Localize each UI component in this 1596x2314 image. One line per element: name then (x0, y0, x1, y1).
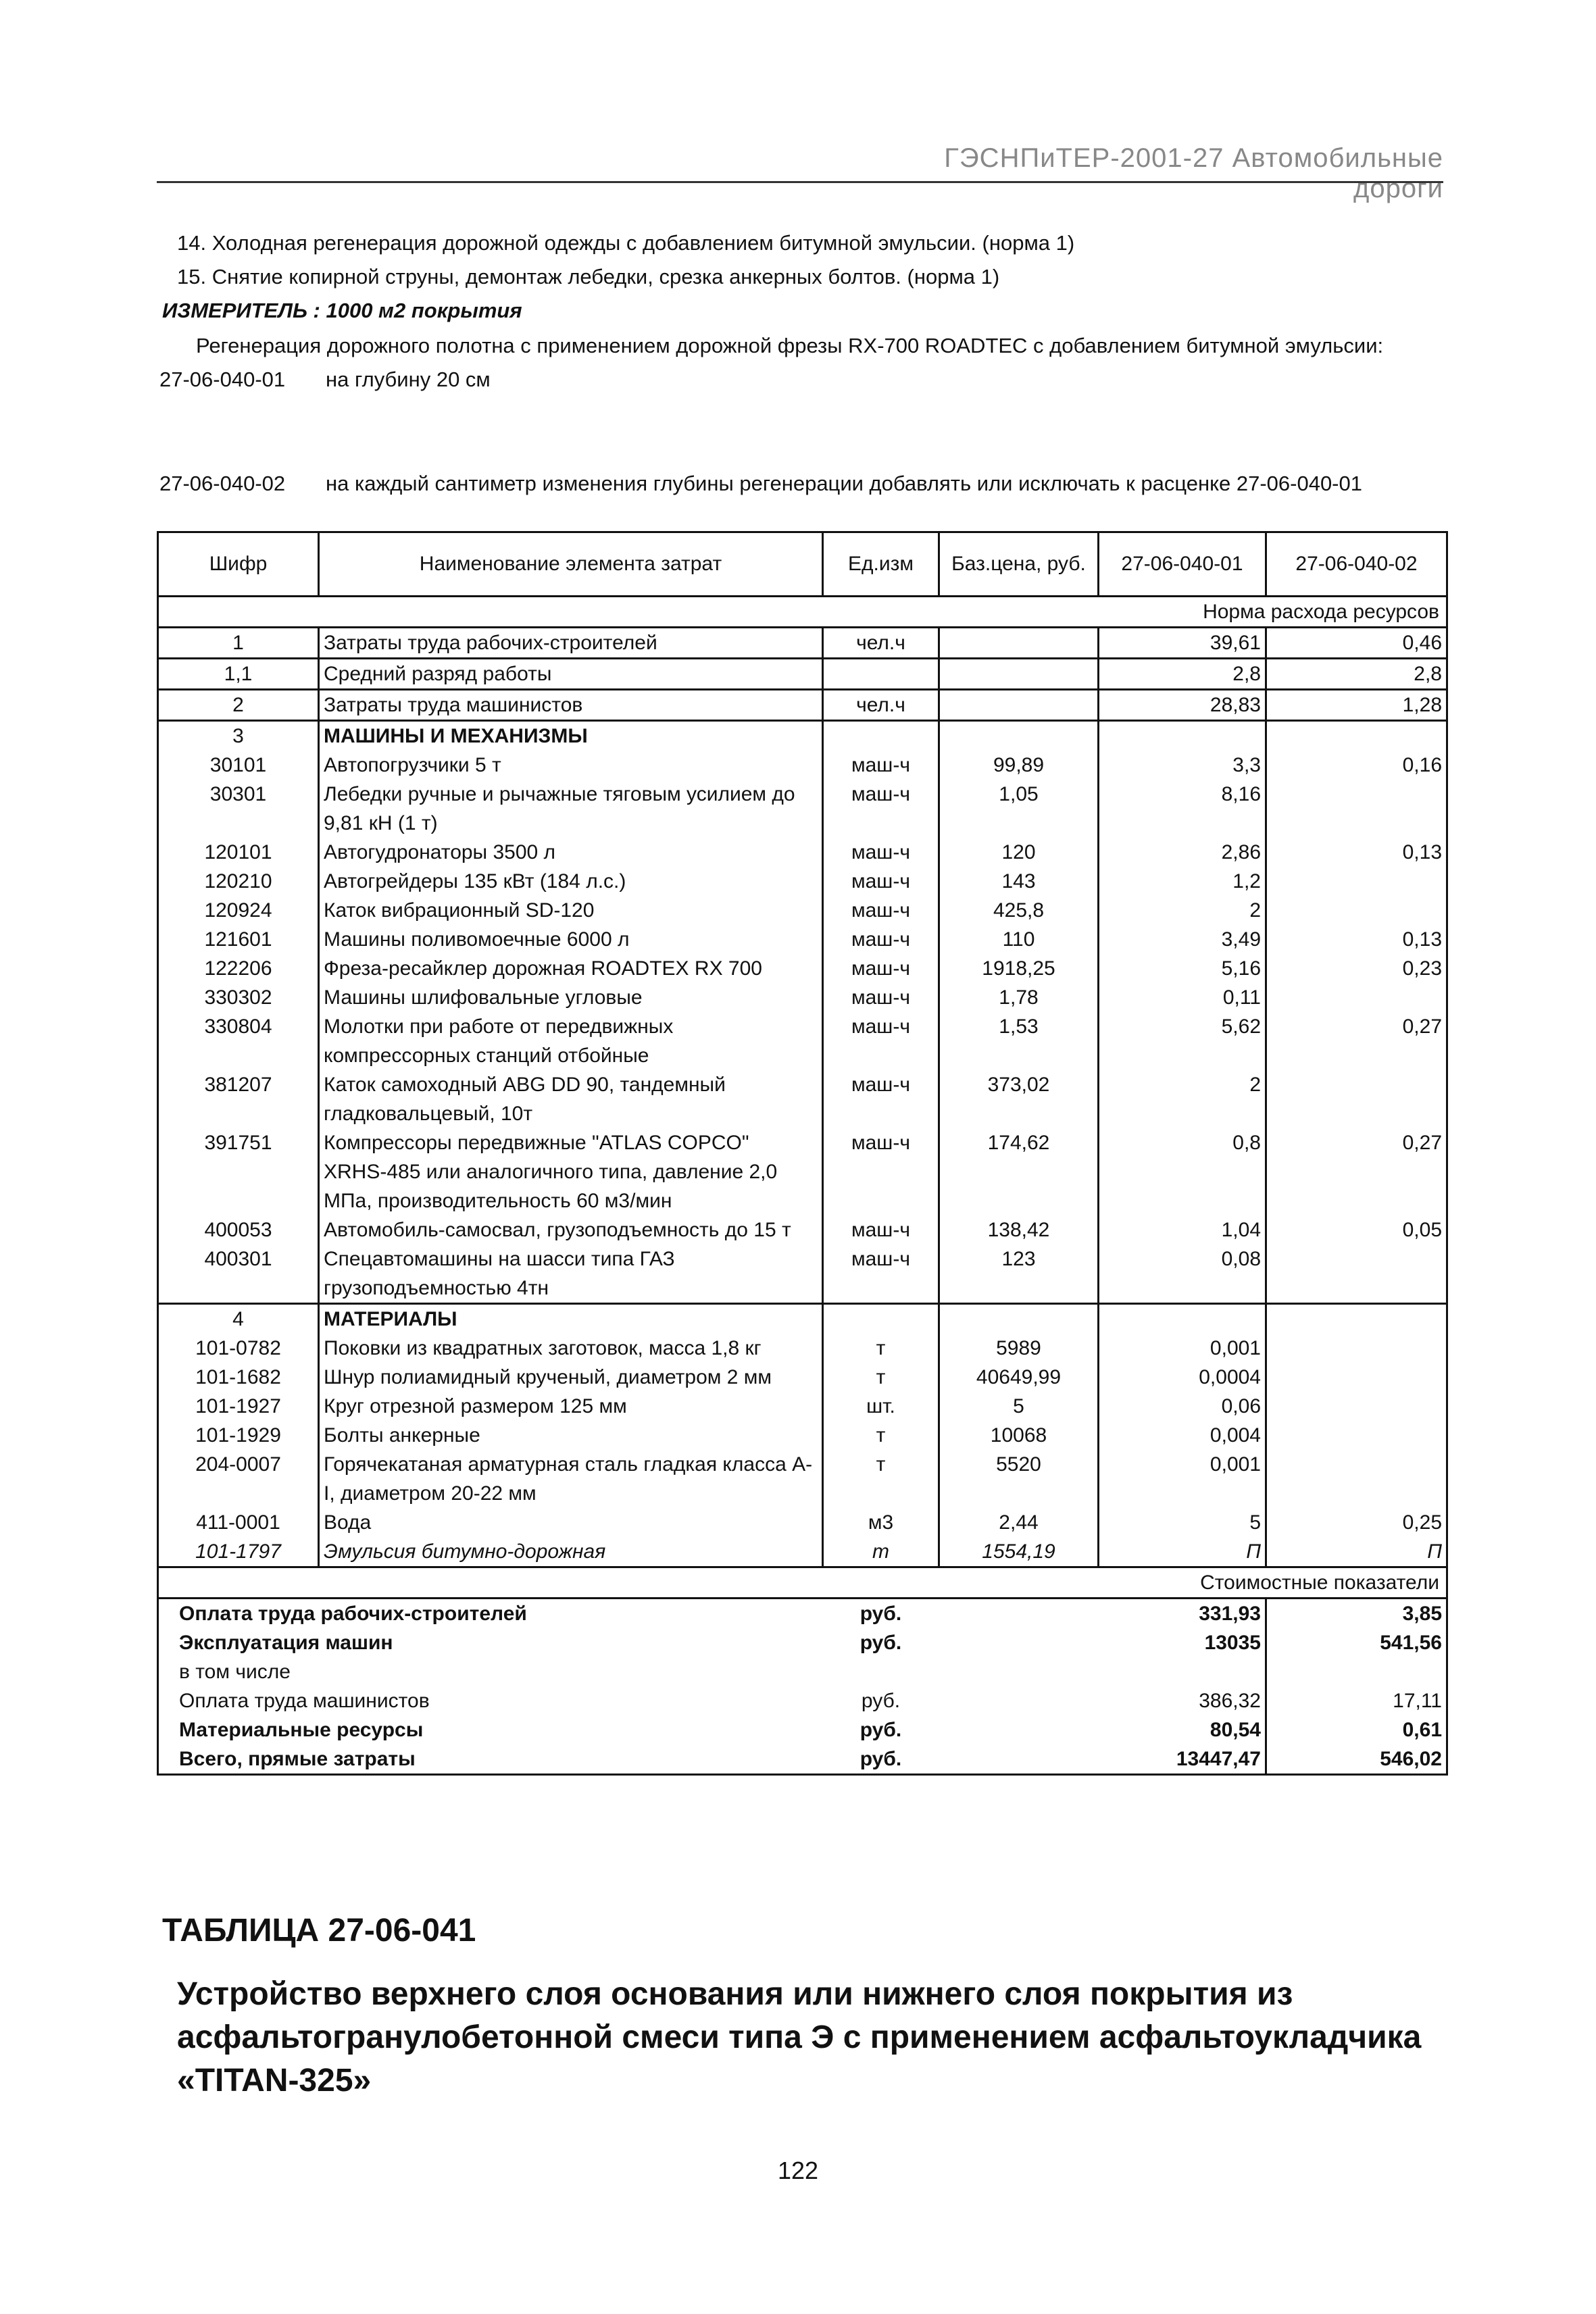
row-price: 1554,19 (939, 1537, 1099, 1567)
row-name: Каток самоходный ABG DD 90, тандемный гладковальцевый, 10т (319, 1070, 823, 1128)
table-row (158, 659, 1447, 690)
row-value-02 (1266, 896, 1447, 925)
total-spacer (939, 1599, 1099, 1629)
table-row (158, 1392, 1447, 1421)
total-spacer (939, 1744, 1099, 1775)
row-value-02: 0,23 (1266, 954, 1447, 983)
row-name: Компрессоры передвижные "ATLAS COPCO" XRHS-485 или аналогичного типа, давление 2,0 МПа, производительность 60 м3/мин (319, 1128, 823, 1215)
row-value-01: 0,11 (1099, 983, 1266, 1012)
row-value-02 (1266, 1450, 1447, 1508)
row-name: Каток вибрационный SD-120 (319, 896, 823, 925)
row-name: Автопогрузчики 5 т (319, 751, 823, 780)
row-value-02: 0,27 (1266, 1012, 1447, 1070)
row-value-01: 2 (1099, 1070, 1266, 1128)
page-number: 122 (777, 2157, 819, 2184)
row-unit: чел.ч (823, 690, 939, 721)
row-name: Фреза-ресайклер дорожная ROADTEX RX 700 (319, 954, 823, 983)
table-row (158, 925, 1447, 954)
row-name: МАТЕРИАЛЫ (319, 1304, 823, 1334)
row-code: 101-1682 (158, 1363, 319, 1392)
row-code: 120101 (158, 838, 319, 867)
next-table-title: ТАБЛИЦА 27-06-041 (162, 1913, 476, 1948)
cost-section-label: Стоимостные показатели (158, 1567, 1447, 1599)
code-02-desc: на каждый сантиметр изменения глубины регенерации добавлять или исключать к расценке 27-06-040-01 (326, 472, 1362, 495)
table-row (158, 867, 1447, 896)
row-code: 411-0001 (158, 1508, 319, 1537)
row-price: 5520 (939, 1450, 1099, 1508)
row-value-02: 0,25 (1266, 1508, 1447, 1537)
row-value-01: 5 (1099, 1508, 1266, 1537)
row-unit: т (823, 1334, 939, 1363)
row-code: 2 (158, 690, 319, 721)
row-code: 1,1 (158, 659, 319, 690)
row-value-02: 0,16 (1266, 751, 1447, 780)
row-unit: маш-ч (823, 1012, 939, 1070)
row-name: Затраты труда машинистов (319, 690, 823, 721)
row-code: 400301 (158, 1244, 319, 1304)
row-code: 4 (158, 1304, 319, 1334)
row-unit: маш-ч (823, 983, 939, 1012)
total-unit: руб. (859, 1632, 902, 1654)
row-unit: маш-ч (823, 925, 939, 954)
row-price: 138,42 (939, 1215, 1099, 1244)
row-unit: т (823, 1450, 939, 1508)
total-spacer (939, 1686, 1099, 1715)
total-row (158, 1715, 1447, 1744)
norm-section-row (158, 597, 1447, 628)
total-value-01: 331,93 (1099, 1599, 1266, 1629)
row-value-01: 5,62 (1099, 1012, 1266, 1070)
row-price: 5989 (939, 1334, 1099, 1363)
row-name: Круг отрезной размером 125 мм (319, 1392, 823, 1421)
row-price: 10068 (939, 1421, 1099, 1450)
row-price (939, 1304, 1099, 1334)
row-value-02: 2,8 (1266, 659, 1447, 690)
row-code: 121601 (158, 925, 319, 954)
row-name: Эмульсия битумно-дорожная (319, 1537, 823, 1567)
table-row (158, 954, 1447, 983)
row-price: 143 (939, 867, 1099, 896)
total-row (158, 1686, 1447, 1715)
code-01-desc: на глубину 20 см (326, 368, 491, 391)
row-unit: маш-ч (823, 1128, 939, 1215)
row-name: Автомобиль-самосвал, грузоподъемность до 15 т (319, 1215, 823, 1244)
row-value-02: 0,46 (1266, 628, 1447, 659)
header-name: Наименование элемента затрат (319, 532, 823, 597)
total-unit (823, 1657, 939, 1686)
table-row (158, 721, 1447, 751)
row-unit: маш-ч (823, 1070, 939, 1128)
row-value-01: 0,8 (1099, 1128, 1266, 1215)
row-value-01: 3,49 (1099, 925, 1266, 954)
row-unit: м3 (823, 1508, 939, 1537)
total-value-01: 80,54 (1099, 1715, 1266, 1744)
row-value-01: 5,16 (1099, 954, 1266, 983)
row-code: 120210 (158, 867, 319, 896)
row-name: Средний разряд работы (319, 659, 823, 690)
row-name: Машины поливомоечные 6000 л (319, 925, 823, 954)
row-value-01 (1099, 721, 1266, 751)
row-code: 400053 (158, 1215, 319, 1244)
table-row (158, 1450, 1447, 1508)
total-name: Эксплуатация машин (158, 1628, 823, 1657)
row-value-01: 0,06 (1099, 1392, 1266, 1421)
row-code: 101-1797 (158, 1537, 319, 1567)
code-02: 27-06-040-02 (159, 472, 286, 495)
total-unit: руб. (823, 1599, 939, 1629)
measure-unit: ИЗМЕРИТЕЛЬ : 1000 м2 покрытия (162, 299, 522, 322)
row-name: Болты анкерные (319, 1421, 823, 1450)
table-row (158, 1363, 1447, 1392)
row-price: 1,53 (939, 1012, 1099, 1070)
total-value-02 (1266, 1657, 1447, 1686)
row-name: Шнур полиамидный крученый, диаметром 2 мм (319, 1363, 823, 1392)
code-01: 27-06-040-01 (159, 368, 286, 391)
total-unit: руб. (861, 1690, 901, 1712)
row-code: 204-0007 (158, 1450, 319, 1508)
row-unit (823, 721, 939, 751)
row-price: 110 (939, 925, 1099, 954)
row-code: 120924 (158, 896, 319, 925)
row-value-01: 28,83 (1099, 690, 1266, 721)
row-name: Затраты труда рабочих-строителей (319, 628, 823, 659)
header-col-02: 27-06-040-02 (1266, 532, 1447, 597)
row-price (939, 659, 1099, 690)
total-row (158, 1657, 1447, 1686)
row-price: 1918,25 (939, 954, 1099, 983)
row-value-01: 2,8 (1099, 659, 1266, 690)
table-row (158, 896, 1447, 925)
table-row (158, 690, 1447, 721)
table-row (158, 1421, 1447, 1450)
row-value-01: 39,61 (1099, 628, 1266, 659)
row-value-01 (1099, 1304, 1266, 1334)
row-unit: маш-ч (823, 751, 939, 780)
row-code: 391751 (158, 1128, 319, 1215)
regen-caption: Регенерация дорожного полотна с применением дорожной фрезы RX-700 ROADTEC с добавлением битумной эмульсии: (196, 334, 1384, 357)
total-value-02: 541,56 (1266, 1628, 1447, 1657)
row-value-02 (1266, 721, 1447, 751)
row-name: Машины шлифовальные угловые (319, 983, 823, 1012)
total-value-02: 0,61 (1266, 1715, 1447, 1744)
row-name: Молотки при работе от передвижных компрессорных станций отбойные (319, 1012, 823, 1070)
row-name: Вода (319, 1508, 823, 1537)
row-price (939, 628, 1099, 659)
header-unit: Ед.изм (823, 532, 939, 597)
row-unit: маш-ч (823, 1244, 939, 1304)
row-value-01: 2,86 (1099, 838, 1266, 867)
item-15: 15. Снятие копирной струны, демонтаж лебедки, срезка анкерных болтов. (норма 1) (177, 265, 1000, 288)
row-price: 1,78 (939, 983, 1099, 1012)
row-value-02 (1266, 983, 1447, 1012)
row-value-01: 0,004 (1099, 1421, 1266, 1450)
row-value-01: 0,001 (1099, 1334, 1266, 1363)
row-price: 40649,99 (939, 1363, 1099, 1392)
row-value-02 (1266, 780, 1447, 838)
table-header-row (158, 532, 1447, 597)
table-row (158, 1508, 1447, 1537)
total-spacer (939, 1657, 1099, 1686)
row-code: 30301 (158, 780, 319, 838)
row-value-01: 0,001 (1099, 1450, 1266, 1508)
table-row (158, 628, 1447, 659)
row-unit: шт. (823, 1392, 939, 1421)
total-value-02: 3,85 (1266, 1599, 1447, 1629)
header-col-01: 27-06-040-01 (1099, 532, 1266, 597)
row-name: Автогудронаторы 3500 л (319, 838, 823, 867)
row-price: 123 (939, 1244, 1099, 1304)
total-row (158, 1599, 1447, 1629)
row-value-02 (1266, 1392, 1447, 1421)
row-unit: маш-ч (823, 838, 939, 867)
row-price: 2,44 (939, 1508, 1099, 1537)
total-row (158, 1744, 1447, 1775)
total-name: Материальные ресурсы (158, 1715, 823, 1744)
header-code: Шифр (158, 532, 319, 597)
row-value-01: 0,08 (1099, 1244, 1266, 1304)
total-value-02: 17,11 (1266, 1686, 1447, 1715)
row-value-02: П (1266, 1537, 1447, 1567)
total-spacer (939, 1628, 1099, 1657)
row-price: 120 (939, 838, 1099, 867)
row-value-02 (1266, 1244, 1447, 1304)
row-value-02 (1266, 1334, 1447, 1363)
row-price: 99,89 (939, 751, 1099, 780)
row-value-02 (1266, 1363, 1447, 1392)
table-row (158, 983, 1447, 1012)
running-header: ГЭСНПиТЕР-2001-27 Автомобильные дороги (944, 143, 1443, 203)
row-unit: маш-ч (823, 1215, 939, 1244)
row-code: 122206 (158, 954, 319, 983)
row-value-02 (1266, 1421, 1447, 1450)
table-row (158, 1012, 1447, 1070)
row-code: 101-1929 (158, 1421, 319, 1450)
total-unit: руб. (823, 1744, 939, 1775)
total-name: Оплата труда рабочих-строителей (158, 1599, 823, 1629)
row-name: Лебедки ручные и рычажные тяговым усилием до 9,81 кН (1 т) (319, 780, 823, 838)
table-row (158, 1244, 1447, 1304)
header-rule (157, 181, 1443, 183)
row-value-02: 0,13 (1266, 925, 1447, 954)
item-14: 14. Холодная регенерация дорожной одежды с добавлением битумной эмульсии. (норма 1) (177, 231, 1075, 255)
row-unit: т (823, 1421, 939, 1450)
row-value-02: 0,05 (1266, 1215, 1447, 1244)
total-value-01: 386,32 (1099, 1686, 1266, 1715)
row-value-01: 3,3 (1099, 751, 1266, 780)
total-value-01 (1099, 1657, 1266, 1686)
row-value-01: 0,0004 (1099, 1363, 1266, 1392)
row-value-02 (1266, 867, 1447, 896)
row-value-02 (1266, 1070, 1447, 1128)
row-value-01: 8,16 (1099, 780, 1266, 838)
row-price (939, 721, 1099, 751)
row-unit: маш-ч (823, 780, 939, 838)
total-name: Оплата труда машинистов (158, 1686, 823, 1715)
total-name: Всего, прямые затраты (158, 1744, 823, 1775)
row-unit: маш-ч (823, 896, 939, 925)
total-spacer (939, 1715, 1099, 1744)
total-row (158, 1628, 1447, 1657)
row-value-01: П (1099, 1537, 1266, 1567)
header-price: Баз.цена, руб. (939, 532, 1099, 597)
total-value-01: 13035 (1099, 1628, 1266, 1657)
row-unit: т (823, 1363, 939, 1392)
row-price: 1,05 (939, 780, 1099, 838)
row-name: МАШИНЫ И МЕХАНИЗМЫ (319, 721, 823, 751)
row-unit (823, 659, 939, 690)
norms-table-body (158, 532, 1447, 1775)
row-unit: маш-ч (823, 954, 939, 983)
table-row (158, 751, 1447, 780)
row-code: 101-1927 (158, 1392, 319, 1421)
row-value-01: 2 (1099, 896, 1266, 925)
row-name: Автогрейдеры 135 кВт (184 л.с.) (319, 867, 823, 896)
row-value-02 (1266, 1304, 1447, 1334)
row-code: 330302 (158, 983, 319, 1012)
row-price (939, 690, 1099, 721)
row-value-02: 0,27 (1266, 1128, 1447, 1215)
table-row (158, 838, 1447, 867)
table-row (158, 1070, 1447, 1128)
table-row (158, 1215, 1447, 1244)
row-value-01: 1,2 (1099, 867, 1266, 896)
row-value-01: 1,04 (1099, 1215, 1266, 1244)
next-table-subtitle: Устройство верхнего слоя основания или нижнего слоя покрытия из асфальтогранулобетонной смеси типа Э с применением асфальтоукладчика «TITAN-325» (177, 1976, 1422, 2098)
row-name: Горячекатаная арматурная сталь гладкая класса А-I, диаметром 20-22 мм (319, 1450, 823, 1508)
row-value-02: 0,13 (1266, 838, 1447, 867)
row-unit: чел.ч (823, 628, 939, 659)
row-code: 381207 (158, 1070, 319, 1128)
row-code: 101-0782 (158, 1334, 319, 1363)
row-unit: маш-ч (823, 867, 939, 896)
table-row (158, 1128, 1447, 1215)
row-price: 373,02 (939, 1070, 1099, 1128)
row-unit (823, 1304, 939, 1334)
row-name: Спецавтомашины на шасси типа ГАЗ грузоподъемностью 4тн (319, 1244, 823, 1304)
row-code: 1 (158, 628, 319, 659)
row-unit: т (823, 1537, 939, 1567)
row-value-02: 1,28 (1266, 690, 1447, 721)
table-row (158, 780, 1447, 838)
row-code: 330804 (158, 1012, 319, 1070)
total-name: в том числе (158, 1657, 823, 1686)
row-code: 3 (158, 721, 319, 751)
table-row (158, 1334, 1447, 1363)
row-price: 5 (939, 1392, 1099, 1421)
norms-table (157, 531, 1448, 1776)
row-price: 174,62 (939, 1128, 1099, 1215)
total-value-01: 13447,47 (1099, 1744, 1266, 1775)
norm-section-label: Норма расхода ресурсов (158, 597, 1447, 628)
table-row (158, 1537, 1447, 1567)
row-code: 30101 (158, 751, 319, 780)
table-row (158, 1304, 1447, 1334)
row-price: 425,8 (939, 896, 1099, 925)
row-name: Поковки из квадратных заготовок, масса 1,8 кг (319, 1334, 823, 1363)
cost-section-row (158, 1567, 1447, 1599)
total-unit: руб. (859, 1719, 902, 1741)
total-value-02: 546,02 (1266, 1744, 1447, 1775)
